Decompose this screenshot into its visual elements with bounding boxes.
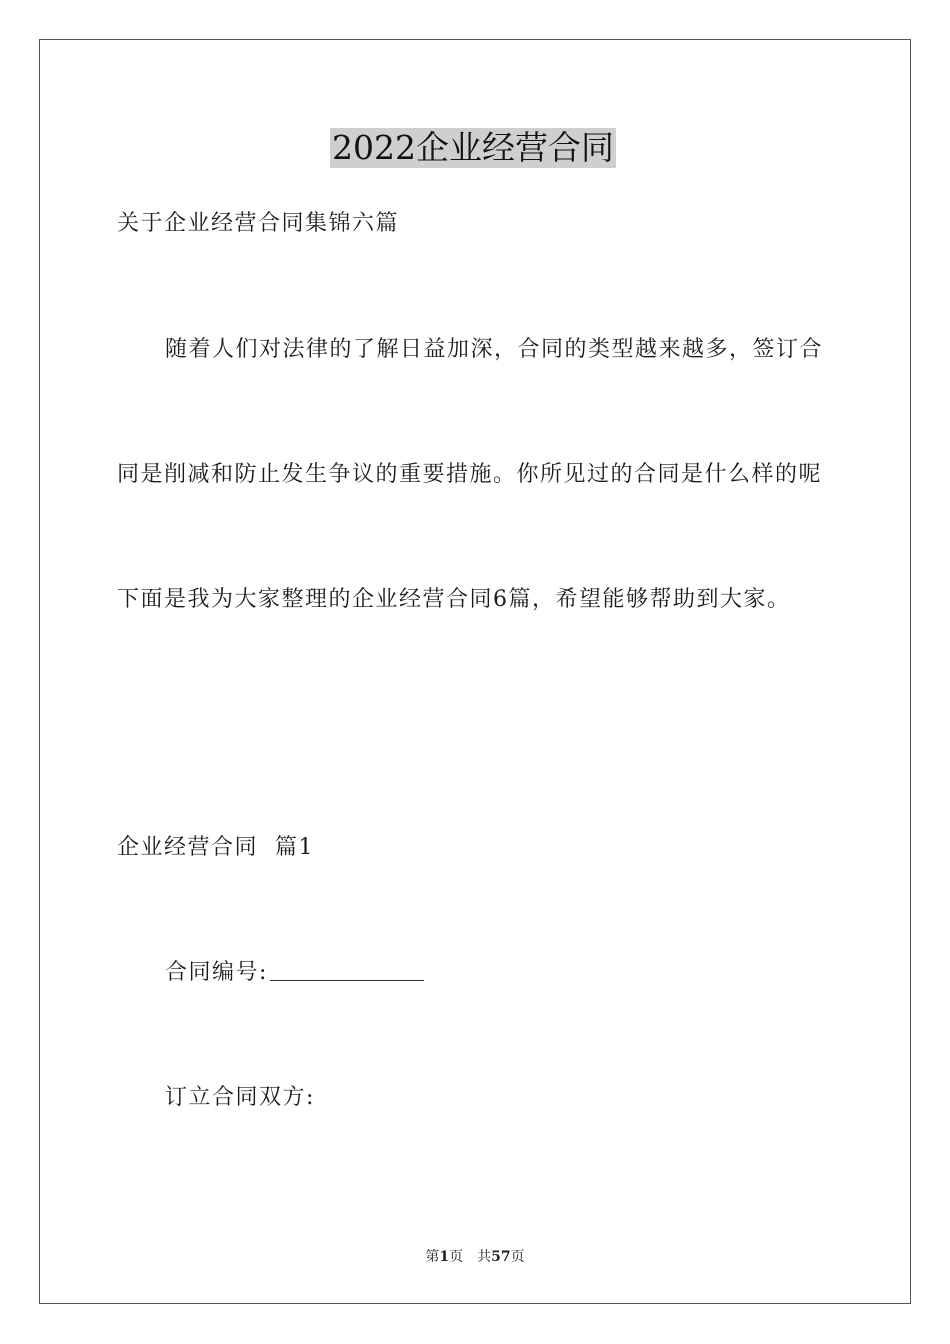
contract-number-label: 合同编号:: [165, 960, 268, 985]
contract-number-field: [165, 958, 424, 988]
document-title: 2022企业经营合同: [332, 128, 614, 167]
current-page-number: 1: [439, 1249, 450, 1265]
section-heading: 企业经营合同 篇1: [117, 835, 314, 860]
page-prefix: 第: [425, 1249, 440, 1265]
intro-paragraph-line-2: 同是削减和防止发生争议的重要措施。你所见过的合同是什么样的呢: [117, 462, 823, 487]
total-prefix: 共: [477, 1249, 492, 1265]
intro-paragraph-line-3: 下面是我为大家整理的企业经营合同6篇，希望能够帮助到大家。: [117, 587, 791, 612]
intro-paragraph-line-1: 随着人们对法律的了解日益加深，合同的类型越来越多，签订合: [165, 337, 824, 362]
contract-parties-label: 订立合同双方:: [165, 1085, 315, 1110]
total-suffix: 页: [510, 1249, 525, 1265]
contract-number-blank-line: [270, 960, 424, 981]
total-page-count: 57: [491, 1249, 511, 1265]
page-suffix: 页: [449, 1249, 464, 1265]
page-footer: [0, 1248, 950, 1266]
document-subtitle: 关于企业经营合同集锦六篇: [117, 211, 400, 236]
